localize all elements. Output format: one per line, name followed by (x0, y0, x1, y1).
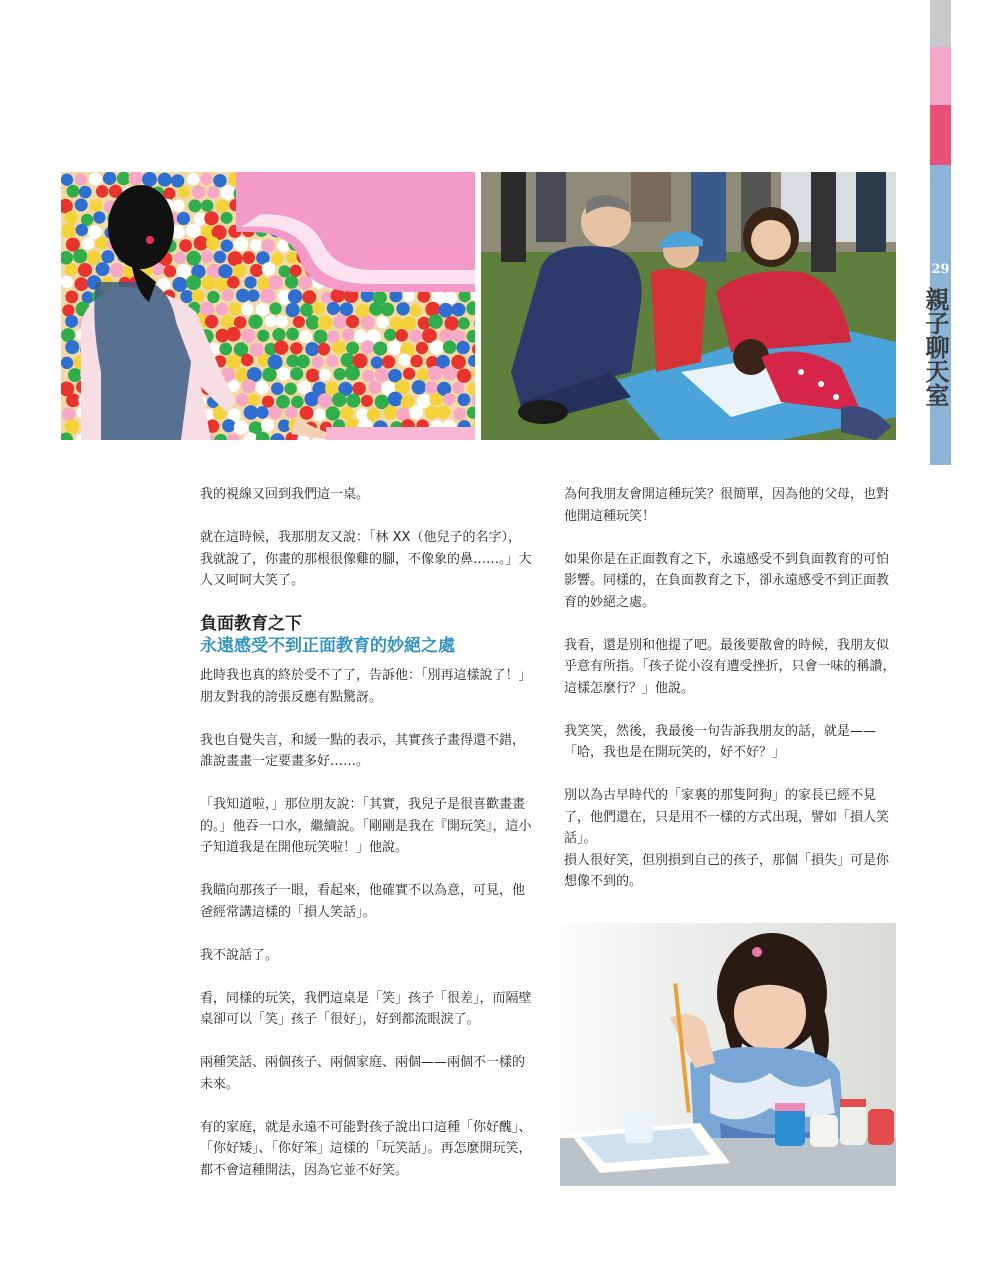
left-paragraph-2: 就在這時候，我那朋友又說：「林 XX（他兒子的名字），我就說了，你畫的那根很像雞的腳，不像象的鼻……。」大人又呵呵大笑了。 (200, 530, 532, 588)
right-paragraph-4: 我笑笑，然後，我最後一句告訴我朋友的話，就是——「哈，我也是在開玩笑的，好不好？」 (564, 723, 877, 760)
park-event-photo (481, 172, 896, 440)
right-paragraph-5: 別以為古早時代的「家裏的那隻阿狗」的家長已經不見了，他們還在，只是用不一樣的方式出現，譬如「損人笑話」。 (564, 788, 890, 846)
left-paragraph-10: 有的家庭，就是永遠不可能對孩子說出口這種「你好醜」、「你好矮」、「你好笨」這樣的「玩笑話」。再怎麼開玩笑，都不會這種開法，因為它並不好笑。 (200, 1119, 532, 1178)
section-title: 親子聊天室 (921, 287, 950, 407)
left-paragraph-5: 「我知道啦，」那位朋友說：「其實，我兒子是很喜歡畫畫的。」他吞一口水，繼續說。「剛剛是我在『開玩笑』，這小子知道我是在開他玩笑啦！」他說。 (200, 797, 532, 855)
section-heading (200, 613, 533, 657)
right-paragraph-2: 如果你是在正面教育之下，永遠感受不到負面教育的可怕影響。同樣的，在負面教育之下，卻永遠感受不到正面教育的妙絕之處。 (564, 551, 890, 610)
left-paragraph-9: 兩種笑話、兩個孩子、兩個家庭、兩個——兩個不一樣的未來。 (200, 1055, 526, 1092)
right-paragraph-3: 我看，還是別和他提了吧。最後要散會的時候，我朋友似乎意有所指。「孩子從小沒有遭受挫折，只會一味的稱讚，這樣怎麼行？」他說。 (564, 637, 896, 696)
heading-line-2: 永遠感受不到正面教育的妙絕之處 (200, 636, 455, 656)
left-paragraph-3: 此時我也真的終於受不了了，告訴他：「別再這樣說了！」朋友對我的誇張反應有點驚訝。 (200, 668, 532, 705)
right-column (564, 484, 898, 893)
heading-line-1: 負面教育之下 (200, 614, 302, 634)
side-tab-rose (930, 105, 951, 165)
right-paragraph-1: 為何我朋友會開這種玩笑？很簡單，因為他的父母，也對他開這種玩笑！ (564, 487, 890, 524)
side-tab-pink (930, 47, 951, 105)
left-paragraph-7: 我不說話了。 (200, 947, 279, 963)
ball-pit-photo (61, 172, 475, 440)
left-column (200, 484, 533, 1181)
side-tab-grey (930, 0, 951, 47)
left-paragraph-1: 我的視線又回到我們這一桌。 (200, 487, 370, 502)
page-number: 29 (931, 262, 950, 277)
left-paragraph-8: 看，同樣的玩笑，我們這桌是「笑」孩子「很差」，而隔壁桌卻可以「笑」孩子「很好」，好到都流眼淚了。 (200, 990, 532, 1027)
left-paragraph-4: 我也自覺失言，和緩一點的表示，其實孩子畫得還不錯，誰說畫畫一定要畫多好……。 (200, 732, 526, 769)
right-paragraph-6: 損人很好笑，但別損到自己的孩子，那個「損失」可是你想像不到的。 (564, 852, 890, 889)
left-paragraph-6: 我瞄向那孩子一眼，看起來，他確實不以為意，可見，他爸經常講這樣的「損人笑話」。 (200, 883, 526, 920)
girl-painting-photo (540, 923, 896, 1186)
